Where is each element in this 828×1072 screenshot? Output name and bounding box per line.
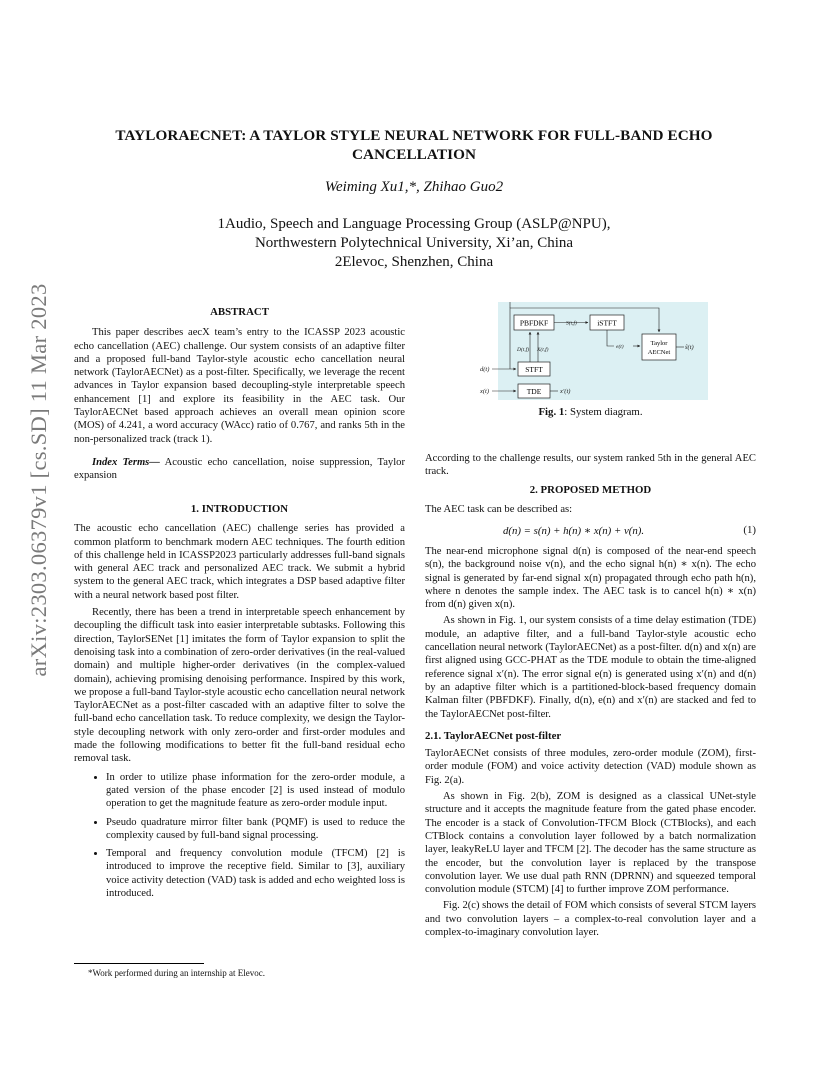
method-heading: 2. PROPOSED METHOD bbox=[529, 483, 652, 496]
paper-title: TAYLORAECNET: A TAYLOR STYLE NEURAL NETWORK FOR FULL-BAND ECHO CANCELLATION bbox=[115, 127, 713, 163]
taylor-aecnet-paragraph: TaylorAECNet consists of three modules, zero-order module (ZOM), first-order module (FOM) and voice activity detection (VAD) module shown as Fig. 2(a). bbox=[425, 748, 756, 786]
affiliation-2: Northwestern Polytechnical University, Xi’an, China bbox=[254, 235, 574, 251]
zom-paragraph: As shown in Fig. 2(b), ZOM is designed as a classical UNet-style structure and it accepts the magnitude feature from the gated phase encoder. The encoder is a stack of Convolution-TFCM Block (CTBlocks), and each CTBlock contains a convolution layer followed by a batch normalization layer, leakyReLU layer and TFCM [2]. The decoder has the same structure as the encoder, but the convolution layer is replaced by the transpose convolution layer. We use dual path RNN (DPRNN) and squeezed temporal convolution module (STCM) [4] to further improve ZOM performance. bbox=[425, 791, 756, 896]
index-terms-text: Acoustic echo cancellation, noise suppression, Taylor expansion bbox=[74, 456, 405, 482]
x-tf-label: X(t,f) bbox=[537, 347, 549, 353]
intro-bullets bbox=[74, 771, 405, 901]
abstract-text: This paper describes aecX team’s entry to the ICASSP 2023 acoustic echo cancellation (AEC) challenge. Our system consists of an adaptive filter and a proposed full-band Taylor-style acoustic echo cancellation neural network (TaylorAECNet) as a post-filter. Specifically, we leverage the recent advances in Taylor expansion based decoupling-style interpretable speech enhancement [1] and explore its feasibility in the AEC task. Our TaylorAECNet based approach achieves an overall mean opinion score (MOS) of 4.241, a word accuracy (WAcc) ratio of 0.767, and ranks 5th in the non-personalized track (track 1). bbox=[74, 327, 405, 445]
challenge-result-paragraph: According to the challenge results, our system ranked 5th in the general AEC track. bbox=[425, 453, 756, 478]
s-hat-label: ŝ(t) bbox=[685, 344, 694, 351]
aecnet-label: AECNet bbox=[647, 349, 671, 356]
d-signal-label: d(t) bbox=[480, 366, 490, 373]
taylor-label: Taylor bbox=[650, 340, 668, 347]
right-column-body bbox=[425, 545, 756, 939]
x-signal-label: x(t) bbox=[480, 388, 490, 395]
arxiv-id: arXiv:2303.06379v1 [cs.SD] 11 Mar 2023 bbox=[26, 283, 51, 677]
intro-paragraph-2: Recently, there has been a trend in interpretable speech enhancement by decoupling the difficult task into easier interpretable subtasks. Following this direction, TaylorSENet [1] imitates the form of Taylor expansion to split the denoising task into a combination of zero-order derivatives (in the real-valued domain) and multiple higher-order derivatives (in the complex-valued domain), achieving promising denoising performance. Inspired by this work, we propose a full-band Taylor-style acoustic echo cancellation neural network TaylorAECNet as a post-filter cascaded with an adaptive filter to solve the full-band echo cancellation task. To reduce complexity, we design the Taylor-style decoupling network with only zero-order and first-order modules and made the following modifications to better fit the full-band residual echo removal task. bbox=[74, 607, 405, 765]
intro-bullet: • In order to utilize phase information for the zero-order module, a gated version of the phase encoder [2] is used instead of modulo operation to get the magnitude feature as zero-order module input. bbox=[106, 771, 405, 811]
index-terms bbox=[74, 456, 405, 483]
paper-authors: Weiming Xu1,*, Zhihao Guo2 bbox=[324, 179, 504, 195]
equation-1 bbox=[425, 524, 756, 538]
subsection-heading: 2.1. TaylorAECNet post-filter bbox=[425, 729, 562, 742]
system-paragraph: As shown in Fig. 1, our system consists of a time delay estimation (TDE) module, an adaptive filter, and a full-band Taylor-style acoustic echo cancellation neural network (TaylorAECNet) as a post-filter. d(n) and x(n) are first aligned using GCC-PHAT as the TDE module to obtain the time-aligned reference signal x′(n). The error signal e(n) is generated using x′(n) and d(n) by an adaptive filter which is a partitioned-block-based frequency domain Kalman filter (PBFDKF). Finally, d(n), e(n) and x′(n) are stacked and fed to the TaylorAECNet post-filter. bbox=[425, 615, 756, 720]
system-diagram bbox=[470, 298, 710, 402]
intro-bullet: • Pseudo quadrature mirror filter bank (PQMF) is used to reduce the complexity caused by full-band signal processing. bbox=[106, 816, 405, 843]
istft-label: iSTFT bbox=[597, 318, 617, 328]
arxiv-sidebar bbox=[24, 285, 54, 675]
figure-caption bbox=[425, 406, 756, 418]
equation-number: (1) bbox=[743, 524, 756, 536]
introduction-section bbox=[74, 503, 405, 905]
intro-paragraph-1: The acoustic echo cancellation (AEC) challenge series has provided a common platform to benchmark modern AEC techniques. The fourth edition of this challenge held in ICASSP2023 particularly addresses full-band signals with general AEC track and personalized AEC track. We submit a hybrid system to the general AEC track, which integrates a DSP based adaptive filter with a neural network based post filter. bbox=[74, 523, 405, 601]
affiliation-3: 2Elevoc, Shenzhen, China bbox=[334, 254, 494, 270]
signal-model-paragraph: The near-end microphone signal d(n) is composed of the near-end speech s(n), the background noise v(n), and the echo signal h(n) ∗ x(n). The echo signal is generated by far-end signal x(n) propagated through echo path h(n), where n denotes the sample index. The AEC task is to cancel h(n) ∗ x(n) from d(n) given x(n). bbox=[425, 546, 756, 611]
stft-label: STFT bbox=[525, 365, 543, 374]
intro-heading: 1. INTRODUCTION bbox=[190, 503, 289, 515]
figure-caption-label: Fig. 1 bbox=[538, 406, 565, 418]
fom-paragraph: Fig. 2(c) shows the detail of FOM which consists of several STCM layers and two convolution layers – a complex-to-real convolution layer and a complex-to-imaginary convolution layer. bbox=[425, 900, 756, 939]
abstract-heading: ABSTRACT bbox=[210, 306, 269, 318]
d-tf-label: D(t,f) bbox=[517, 347, 530, 353]
affiliations bbox=[60, 215, 768, 272]
right-column-top bbox=[425, 452, 756, 516]
s-tf-label: S(t,f) bbox=[566, 320, 577, 327]
footnote: *Work performed during an internship at Elevoc. bbox=[88, 968, 265, 978]
intro-bullet: • Temporal and frequency convolution module (TFCM) [2] is introduced to improve the receptive field. Similar to [3], auxiliary voice activity detection (VAD) task is added and echo weighted loss is introduced. bbox=[106, 847, 405, 900]
figure-caption-text: : System diagram. bbox=[564, 406, 643, 418]
index-terms-label: Index Terms— bbox=[92, 456, 160, 468]
e-signal-label: e(t) bbox=[616, 344, 624, 350]
pbfdkf-label: PBFDKF bbox=[519, 318, 549, 328]
footnote-rule bbox=[74, 963, 204, 964]
abstract-section bbox=[74, 306, 405, 483]
equation-formula: d(n) = s(n) + h(n) ∗ x(n) + v(n). bbox=[503, 525, 645, 537]
taylor-aecnet-block bbox=[642, 334, 676, 360]
tde-label: TDE bbox=[526, 387, 542, 396]
aec-task-intro: The AEC task can be described as: bbox=[425, 503, 573, 515]
x-prime-label: x′(t) bbox=[560, 388, 571, 395]
affiliation-1: 1Audio, Speech and Language Processing Group (ASLP@NPU), bbox=[217, 216, 611, 232]
